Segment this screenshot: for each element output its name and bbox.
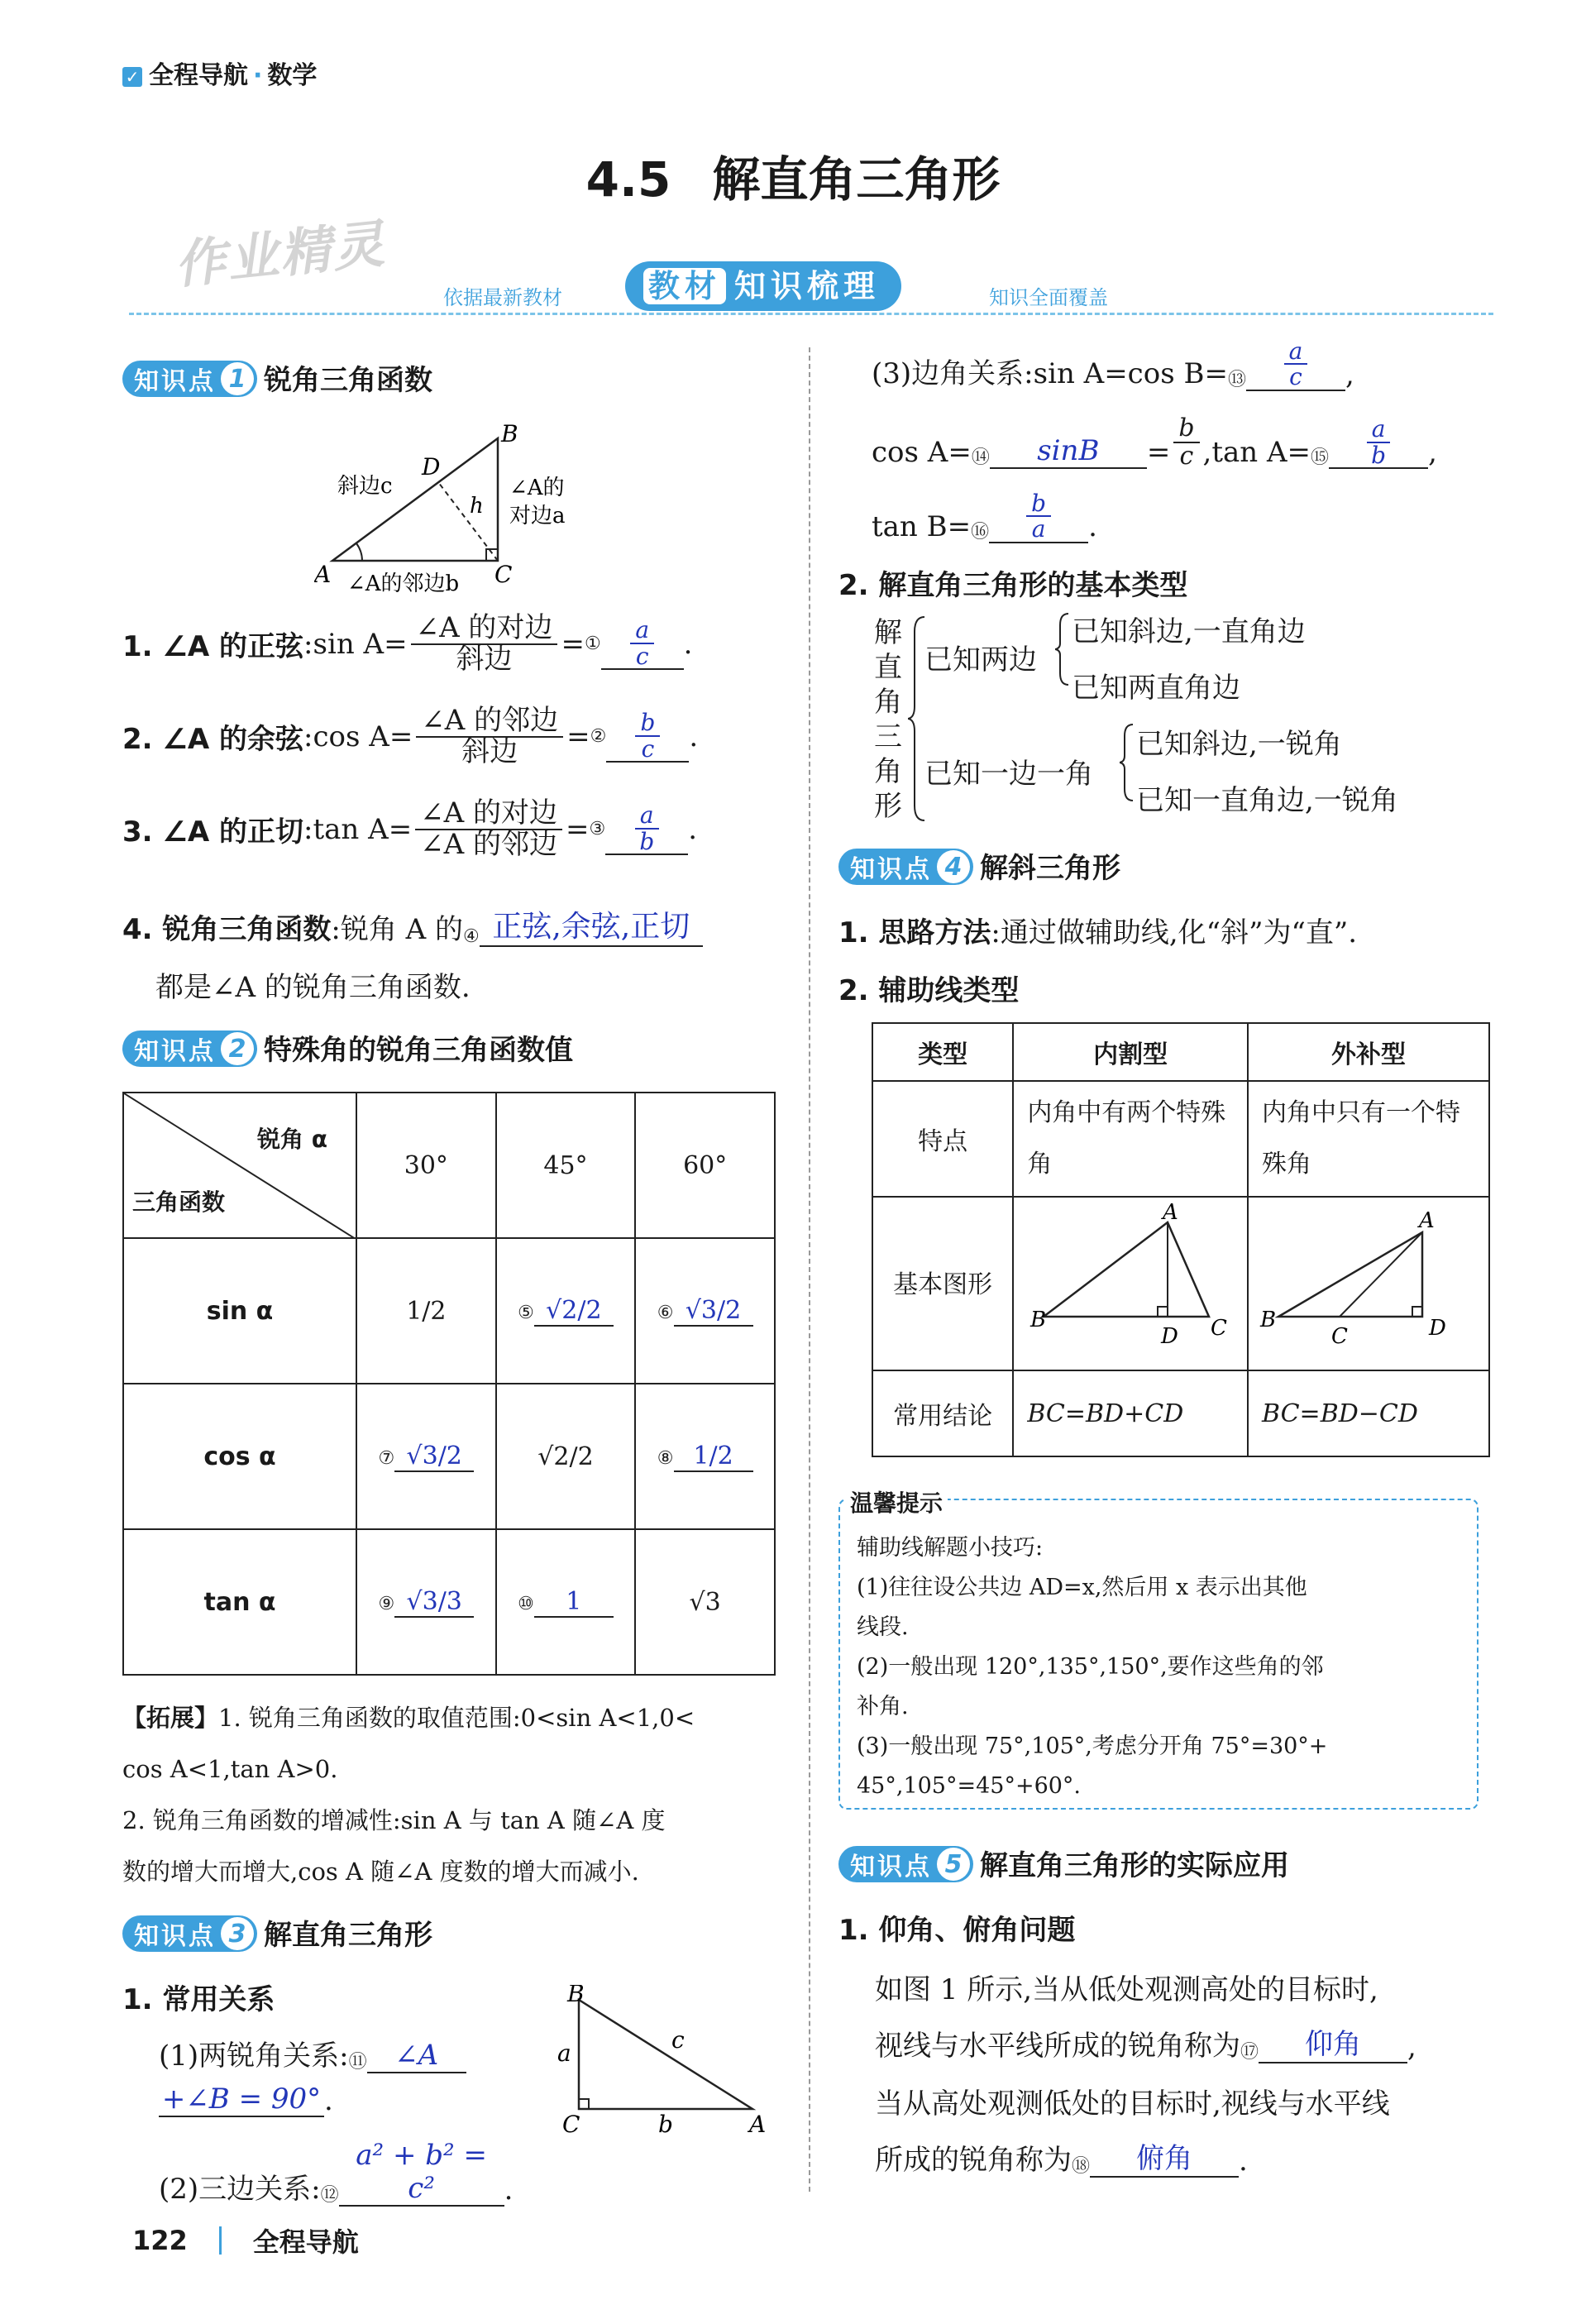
kp3-r3b-circ2: ⑮ (1311, 447, 1330, 468)
kp1-l4-text: :锐角 A 的 (331, 913, 464, 946)
kp5-p4 (875, 2135, 1248, 2178)
tip-line-6: 45°,105°=45°+60°. (857, 1773, 1082, 1799)
ext-line1 (122, 1692, 784, 1743)
table-corner-cell (123, 1093, 356, 1238)
table-head-inner: 内割型 (1013, 1023, 1248, 1081)
ext-line2: cos A<1,tan A>0. (122, 1755, 338, 1783)
cos-45-cell: √2/2 (496, 1384, 636, 1529)
sin-30-cell: 1/2 (356, 1238, 496, 1384)
outer-conclusion: BC=BD−CD (1248, 1370, 1489, 1456)
kp4-badge (838, 849, 973, 885)
tip-line-3: (2)一般出现 120°,135°,150°,要作这些角的邻 (857, 1654, 1324, 1680)
kp1-label-opp1: ∠A的 (509, 476, 565, 500)
tan-45-circ: ⑩ (518, 1593, 534, 1614)
banner-center (625, 261, 901, 311)
kp2-num: 2 (221, 1032, 254, 1065)
page-title (0, 141, 1586, 210)
cos-30-answer: √3/2 (394, 1442, 474, 1472)
kp3-r3: (3)边角关系:sin A=cos B= ⑬ $\frac{a}{c}$ , (872, 337, 1354, 391)
sin-45-answer: √2/2 (534, 1296, 614, 1327)
kp4-label: 知识点 (850, 855, 932, 884)
kp5-p4-answer: 俯角 (1090, 2135, 1239, 2178)
tan-30-circ: ⑨ (378, 1593, 395, 1614)
kp3-label-c: c (671, 2026, 685, 2054)
kp4-s1-head: 1. 思路方法 (838, 916, 991, 949)
cos-30-cell (356, 1384, 496, 1529)
kp1-l2-ans-d: c (641, 734, 655, 763)
kp1-l1-circ: ① (584, 634, 601, 655)
kp2-extension (122, 1692, 784, 1897)
kp3-r3b-frac (1173, 415, 1199, 469)
kp1-l2-frac (416, 706, 563, 767)
special-angle-table (122, 1092, 776, 1676)
kp3-r3b-ans2-n: a (1367, 417, 1391, 442)
kp2-title: 特殊角的锐角三角函数值 (264, 1034, 573, 1067)
kp1-l2-answer (606, 710, 689, 763)
kp5-header (838, 1843, 1289, 1883)
outer-figure-cell (1248, 1197, 1489, 1370)
kp4-num: 4 (937, 850, 970, 883)
kp1-label-A: A (314, 561, 332, 588)
row-cos-label: cos α (123, 1384, 356, 1529)
kp1-l3-circ: ③ (589, 819, 606, 840)
kp1-header (122, 357, 432, 398)
kp1-l1-frac (411, 611, 558, 676)
check-icon: ✓ (122, 67, 142, 87)
kp5-p3: 当从高处观测低处的目标时,视线与水平线 (875, 2087, 1390, 2121)
row-sin-label: sin α (123, 1238, 356, 1384)
type-one-b: 已知一直角边,一锐角 (1136, 784, 1398, 817)
kp1-l4-tail: 都是∠A 的锐角三角函数. (155, 971, 471, 1004)
kp3-r3-ans-n: a (1284, 339, 1308, 365)
kp1-angle-arc (356, 543, 362, 561)
type-two-sides: 已知两边 (924, 643, 1037, 677)
kp3-r3b-eq: = (1146, 436, 1171, 469)
kp1-line1: 1. ∠A 的正弦 :sin A= $\frac{\text{∠A 的对边}}{\text{斜边}}$ = ① $\frac{a}{c}$ . (122, 611, 693, 676)
cos-60-answer: 1/2 (674, 1442, 753, 1472)
watermark-logo: 作业精灵 (171, 213, 389, 296)
inner-label-C: C (1211, 1316, 1228, 1341)
types-diagram (872, 612, 1517, 827)
kp1-l4-head: 4. 锐角三角函数 (122, 913, 332, 946)
cos-60-circ: ⑧ (657, 1447, 674, 1469)
kp1-label-D: D (422, 453, 441, 481)
tip-line-2: 线段. (857, 1614, 909, 1640)
kp4-s1 (838, 910, 1357, 950)
inner-label-B: B (1030, 1308, 1047, 1332)
tip-line-0: 辅助线解题小技巧: (857, 1535, 1044, 1561)
inner-conclusion: BC=BD+CD (1013, 1370, 1248, 1456)
row-figure-label: 基本图形 (872, 1197, 1013, 1370)
ext-line4: 数的增大而增大,cos A 随∠A 度数的增大而减小. (122, 1858, 639, 1886)
kp1-l1-den: 斜边 (456, 642, 513, 676)
kp1-title: 锐角三角函数 (264, 364, 432, 397)
tan-45-answer: 1 (534, 1587, 614, 1618)
kp1-label-C: C (494, 561, 513, 588)
header-brand: 全程导航 (149, 61, 248, 90)
kp3-r3b-ans2-d: b (1371, 441, 1387, 469)
kp1-label-opp2: 对边a (509, 504, 566, 528)
kp1-l2-den: 斜边 (461, 734, 518, 768)
kp1-l1-head: 1. ∠A 的正弦 (122, 630, 304, 664)
kp3-r3c-text: tan B= (872, 509, 972, 543)
sin-45-circ: ⑤ (518, 1302, 534, 1323)
kp1-l3-func: :tan A= (303, 812, 413, 846)
kp1-l1-num: ∠A 的对边 (411, 614, 558, 645)
page-number: 122 (132, 2225, 188, 2256)
title-number: 4.5 (585, 151, 671, 208)
tip-line-1: (1)往往设公共边 AD=x,然后用 x 表示出其他 (857, 1575, 1307, 1600)
kp1-l3-answer (605, 803, 688, 855)
kp2-label: 知识点 (134, 1037, 216, 1066)
kp1-l4-answer: 正弦,余弦,正切 (480, 903, 703, 947)
footer (132, 2221, 359, 2259)
tan-30-answer: √3/3 (394, 1587, 474, 1618)
kp1-l3-frac (415, 796, 562, 861)
kp3-r1-line2 (159, 2083, 333, 2117)
kp5-p2-tail: , (1407, 2030, 1416, 2063)
cos-60-cell (635, 1384, 775, 1529)
row-tan-label: tan α (123, 1529, 356, 1675)
kp1-line2: 2. ∠A 的余弦 :cos A= $\frac{\text{∠A 的邻边}}{\text{斜边}}$ = ② $\frac{b}{c}$ . (122, 704, 699, 768)
ext-line3: 2. 锐角三角函数的增减性:sin A 与 tan A 随∠A 度 (122, 1806, 666, 1834)
kp4-header (838, 845, 1120, 886)
kp3-r3c-ans-n: b (1026, 491, 1051, 517)
brace-one (1120, 723, 1136, 802)
kp4-title: 解斜三角形 (980, 852, 1120, 885)
kp1-l3-num: ∠A 的对边 (415, 799, 562, 830)
kp3-header (122, 1912, 432, 1953)
kp1-triangle-figure (314, 420, 612, 610)
header-angle-30: 30° (356, 1093, 496, 1238)
kp3-r3b-tan: ,tan A= (1202, 436, 1311, 469)
kp5-p1: 如图 1 所示,当从低处观测高处的目标时, (875, 1973, 1378, 2006)
tan-60-cell: √3 (635, 1529, 775, 1675)
kp1-label-B: B (501, 420, 518, 447)
type-one-a: 已知斜边,一锐角 (1136, 728, 1342, 761)
kp1-l1-func: :sin A= (303, 627, 408, 661)
kp3-r3-text: (3)边角关系:sin A=cos B= (872, 356, 1228, 390)
kp5-p4-circ: ⑱ (1072, 2156, 1091, 2177)
kp3-r3c: tan B= ⑯ $\frac{b}{a}$ . (872, 490, 1097, 543)
kp5-p2 (875, 2021, 1416, 2063)
kp3-r3b-text: cos A= (872, 436, 972, 469)
kp1-l2-head: 2. ∠A 的余弦 (122, 723, 304, 757)
kp1-l3-den: ∠A 的邻边 (420, 827, 558, 861)
kp3-r1-answer2: +∠B = 90° (159, 2083, 324, 2117)
tip-line-5: (3)一般出现 75°,105°,考虑分开角 75°=30°+ (857, 1733, 1328, 1759)
kp3-r3-ans-d: c (1289, 363, 1302, 391)
kp1-label-h: h (470, 494, 484, 519)
kp3-r3c-circ: ⑯ (971, 521, 990, 543)
ext-head: 【拓展】 (122, 1704, 219, 1732)
kp1-label-adj: ∠A的邻边b (347, 571, 460, 596)
section-banner (129, 258, 1493, 316)
header (122, 55, 317, 91)
kp3-r2-text: (2)三边关系: (159, 2173, 321, 2206)
kp3-r1-text: (1)两锐角关系: (159, 2039, 349, 2073)
kp4-s2: 2. 辅助线类型 (838, 974, 1020, 1007)
cos-30-circ: ⑦ (378, 1447, 395, 1469)
outer-label-C: C (1331, 1324, 1348, 1349)
kp3-r2-circ: ⑫ (320, 2185, 339, 2206)
kp3-r3-circ: ⑬ (1227, 369, 1246, 390)
kp3-label-a: a (557, 2039, 571, 2067)
header-angle-45: 45° (496, 1093, 636, 1238)
tip-line-4: 补角. (857, 1694, 909, 1719)
header-dot: · (253, 61, 263, 90)
outer-label-B: B (1260, 1308, 1277, 1332)
kp3-badge (122, 1915, 257, 1952)
kp3-s1: 1. 常用关系 (122, 1983, 275, 2016)
kp3-r3c-ans-d: a (1031, 515, 1046, 543)
kp3-label: 知识点 (134, 1922, 216, 1951)
kp3-r3b-n: b (1173, 415, 1199, 443)
kp1-num: 1 (221, 362, 254, 395)
banner-center-b: 知识梳理 (734, 268, 881, 304)
kp1-label: 知识点 (134, 367, 216, 396)
sin-60-circ: ⑥ (657, 1302, 674, 1323)
row-feature-label: 特点 (872, 1081, 1013, 1197)
kp3-r2-answer: a² + b² = c² (339, 2139, 504, 2207)
banner-left: 依据最新教材 (443, 286, 562, 309)
kp1-l1-answer (601, 618, 684, 670)
inner-label-D: D (1161, 1324, 1179, 1349)
kp3-triangle-figure (546, 1985, 777, 2134)
kp3-r1-answer: ∠A (367, 2039, 466, 2073)
kp1-line3: 3. ∠A 的正切 :tan A= $\frac{\text{∠A 的对边}}{\text{∠A 的邻边}}$ = ③ $\frac{a}{b}$ . (122, 796, 698, 861)
banner-center-a: 教材 (643, 268, 726, 304)
banner-right: 知识全面覆盖 (989, 286, 1108, 309)
kp3-label-C: C (562, 2111, 580, 2134)
kp1-l1-ans-n: a (630, 618, 654, 643)
sin-45-cell (496, 1238, 636, 1384)
inner-figure (1019, 1198, 1242, 1363)
kp3-title: 解直角三角形 (264, 1919, 432, 1952)
header-subject: 数学 (267, 61, 318, 90)
kp5-p2-circ: ⑰ (1240, 2042, 1259, 2063)
kp3-r2 (159, 2139, 513, 2207)
banner-dashline (129, 313, 1493, 315)
kp1-l3-ans-d: b (639, 827, 655, 855)
row-conclusion-label: 常用结论 (872, 1370, 1013, 1456)
kp3-r3b-circ: ⑭ (971, 447, 990, 468)
kp3-r3b: cos A= ⑭ sinB = $\frac{b}{c}$ ,tan A= ⑮ $\frac{a}{b}$ , (872, 414, 1437, 471)
kp3-r1-dot: . (324, 2084, 333, 2117)
kp1-l2-num: ∠A 的邻边 (416, 706, 563, 738)
kp5-num: 5 (937, 1848, 970, 1881)
types-root: 解直角三角形 (874, 616, 902, 823)
type-one-side-angle: 已知一边一角 (924, 758, 1093, 791)
kp3-r3c-answer (989, 491, 1088, 543)
table-head-outer: 外补型 (1248, 1023, 1489, 1081)
kp5-s1: 1. 仰角、俯角问题 (838, 1914, 1076, 1947)
tip-title: 温馨提示 (845, 1485, 948, 1518)
footer-divider (219, 2226, 222, 2255)
type-two-b: 已知两直角边 (1072, 672, 1240, 705)
outer-figure (1249, 1198, 1488, 1363)
outer-label-D: D (1429, 1316, 1446, 1341)
kp3-r2-dot: . (504, 2173, 514, 2207)
kp1-label-hyp: 斜边c (337, 474, 393, 499)
kp3-label-A: A (749, 2111, 767, 2134)
kp1-l3-head: 3. ∠A 的正切 (122, 815, 304, 849)
kp3-r3-answer (1246, 339, 1345, 391)
kp1-l2-circ: ② (590, 726, 607, 748)
footer-brand: 全程导航 (252, 2226, 359, 2258)
kp1-l2-func: :cos A= (303, 720, 413, 753)
outer-label-A: A (1419, 1208, 1435, 1233)
kp4-s1-text: :通过做辅助线,化“斜”为“直”. (991, 916, 1358, 949)
inner-label-A: A (1163, 1200, 1178, 1225)
kp1-badge (122, 361, 257, 397)
sin-60-answer: √3/2 (674, 1296, 753, 1327)
kp5-title: 解直角三角形的实际应用 (980, 1849, 1289, 1882)
kp1-line4 (122, 903, 703, 947)
kp3-s2: 2. 解直角三角形的基本类型 (838, 569, 1188, 602)
kp5-p4-text: 所成的锐角称为 (875, 2144, 1072, 2177)
kp2-badge (122, 1030, 257, 1067)
kp5-p2-text: 视线与水平线所成的锐角称为 (875, 2030, 1240, 2063)
kp5-badge (838, 1846, 973, 1882)
tan-45-cell (496, 1529, 636, 1675)
kp3-label-B: B (567, 1985, 585, 2007)
kp3-num: 3 (221, 1917, 254, 1950)
tan-30-cell (356, 1529, 496, 1675)
kp3-triangle (579, 2000, 752, 2109)
corner-top-label: 锐角 α (257, 1126, 327, 1153)
column-divider (809, 347, 810, 2192)
table-head-type: 类型 (872, 1023, 1013, 1081)
outer-feature: 内角中只有一个特殊角 (1248, 1081, 1489, 1197)
title-text: 解直角三角形 (712, 151, 1001, 208)
kp1-l1-ans-d: c (635, 642, 649, 670)
type-two-a: 已知斜边,一直角边 (1072, 615, 1306, 648)
kp1-l3-ans-n: a (635, 803, 659, 829)
header-angle-60: 60° (635, 1093, 775, 1238)
kp1-l4-circ: ④ (463, 926, 480, 947)
kp1-l2-ans-n: b (635, 710, 660, 736)
kp5-label: 知识点 (850, 1853, 932, 1882)
kp3-r1 (159, 2033, 466, 2073)
kp5-p2-answer: 仰角 (1259, 2021, 1407, 2063)
kp3-r3b-answer: sinB (990, 434, 1147, 469)
inner-feature: 内角中有两个特殊角 (1013, 1081, 1248, 1197)
kp3-r1-circ: ⑪ (348, 2052, 367, 2073)
brace-two (1055, 612, 1072, 686)
kp3-r3b-answer2 (1329, 417, 1428, 469)
tip-box (838, 1499, 1479, 1810)
kp3-right-angle (579, 2099, 589, 2109)
inner-figure-cell (1013, 1197, 1248, 1370)
kp3-r3b-d: c (1179, 441, 1194, 471)
auxiliary-line-table (872, 1022, 1490, 1457)
corner-bottom-label: 三角函数 (132, 1188, 226, 1216)
kp5-p4-tail: . (1239, 2145, 1248, 2178)
kp3-label-b: b (658, 2111, 673, 2134)
ext1-text: 1. 锐角三角函数的取值范围:0<sin A<1,0< (218, 1704, 695, 1732)
sin-60-cell (635, 1238, 775, 1384)
kp2-header (122, 1027, 573, 1068)
